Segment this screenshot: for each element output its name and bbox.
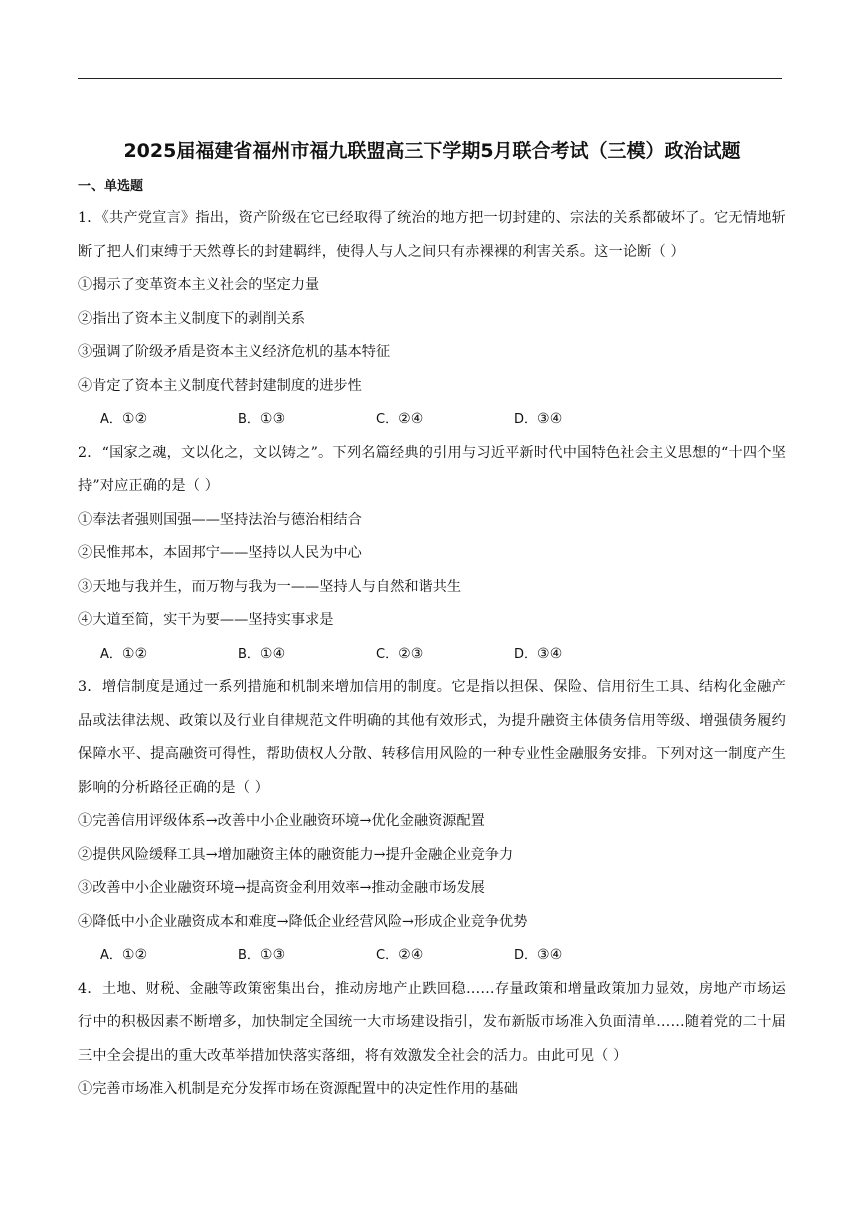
answer-choices [78,403,786,437]
question-1 [78,202,786,437]
choice-letter: A． [100,646,122,662]
choice-text: ①④ [259,645,286,662]
choice-letter: D． [514,412,538,427]
statement-option: ③改善中小企业融资环境→提高资金利用效率→推动金融市场发展 [78,880,485,896]
answer-choice[interactable] [514,939,652,973]
choice-text: ①② [121,645,148,662]
answer-choice[interactable] [100,939,238,973]
question-3 [78,671,786,973]
choice-letter: D． [514,646,538,662]
choice-text: ②④ [398,947,424,963]
answer-choice[interactable] [100,638,238,672]
header-rule [78,78,782,79]
question-stem: 3．增信制度是通过一系列措施和机制来增加信用的制度。它是指以担保、保险、信用衍生工具、结构化金融产品或法律法规、政策以及行业自律规范文件明确的其他有效形式，为提升融资主体债务信用等级、增强债务履约保障水平、提高融资可得性，帮助债权人分散、转移信用风险的一种专业性金融服务安排。下列对这一制度产生影响的分析路径正确的是（ ） [78,679,786,796]
question-stem: 4．土地、财税、金融等政策密集出台，推动房地产止跌回稳……存量政策和增量政策加力显效，房地产市场运行中的积极因素不断增多，加快制定全国统一大市场建设指引，发布新版市场准入负面清单……随着党的二十届三中全会提出的重大改革举措加快落实落细，将有效激发全社会的活力。由此可见（ ） [78,980,786,1064]
statement-option: ④肯定了资本主义制度代替封建制度的进步性 [78,377,362,394]
section-heading: 一、单选题 [78,179,144,194]
statement-option: ①完善市场准入机制是充分发挥市场在资源配置中的决定性作用的基础 [78,1081,518,1097]
choice-letter: C． [376,948,399,963]
statement-option: ④降低中小企业融资成本和难度→降低企业经营风险→形成企业竞争优势 [78,913,528,930]
choice-text: ③④ [537,645,563,662]
answer-choice[interactable] [376,939,514,973]
choice-text: ①③ [259,947,286,963]
question-stem: 1．《共产党宣言》指出，资产阶级在它已经取得了统治的地方把一切封建的、宗法的关系都破坏了。它无情地斩断了把人们束缚于天然尊长的封建羁绊，使得人与人之间只有赤裸裸的利害关系。这一论断（ ） [78,210,786,260]
document-title: 2025届福建省福州市福九联盟高三下学期5月联合考试（三模）政治试题 [123,140,741,162]
answer-choice[interactable] [376,403,514,437]
statement-option: ②指出了资本主义制度下的剥削关系 [78,310,306,327]
choice-letter: A． [100,412,122,427]
statement-option: ①完善信用评级体系→改善中小企业融资环境→优化金融资源配置 [78,813,485,829]
choice-letter: B． [238,412,260,427]
statement-option: ④大道至简，实干为要——坚持实事求是 [78,612,334,628]
answer-choices [78,638,786,672]
choice-text: ③④ [537,411,563,427]
choice-text: ②③ [398,645,424,662]
statement-option: ②民惟邦本，本固邦宁——坚持以人民为中心 [78,545,362,561]
choice-letter: D． [514,948,538,963]
answer-choice[interactable] [100,403,238,437]
question-stem: 2．“国家之魂，文以化之，文以铸之”。下列名篇经典的引用与习近平新时代中国特色社会主义思想的“十四个坚持”对应正确的是（ ） [78,444,786,494]
answer-choice[interactable] [376,638,514,672]
choice-letter: C． [376,646,399,662]
answer-choices [78,939,786,973]
choice-letter: B． [238,948,260,963]
choice-text: ①② [121,947,148,963]
choice-text: ①② [121,411,148,427]
choice-text: ①③ [259,411,286,427]
question-list [78,202,786,1107]
statement-option: ②提供风险缓释工具→增加融资主体的融资能力→提升金融企业竞争力 [78,846,514,863]
answer-choice[interactable] [514,403,652,437]
choice-text: ②④ [398,411,424,427]
choice-text: ③④ [537,947,563,963]
exam-page [78,134,786,1107]
statement-option: ①揭示了变革资本主义社会的坚定力量 [78,277,320,293]
answer-choice[interactable] [238,939,376,973]
choice-letter: A． [100,948,122,963]
statement-option: ③天地与我并生，而万物与我为一——坚持人与自然和谐共生 [78,578,462,595]
answer-choice[interactable] [238,403,376,437]
choice-letter: C． [376,412,399,427]
statement-option: ③强调了阶级矛盾是资本主义经济危机的基本特征 [78,344,391,360]
choice-letter: B． [238,646,260,662]
statement-option: ①奉法者强则国强——坚持法治与德治相结合 [78,511,362,528]
answer-choice[interactable] [514,638,652,672]
question-4 [78,973,786,1107]
answer-choice[interactable] [238,638,376,672]
question-2 [78,437,786,672]
